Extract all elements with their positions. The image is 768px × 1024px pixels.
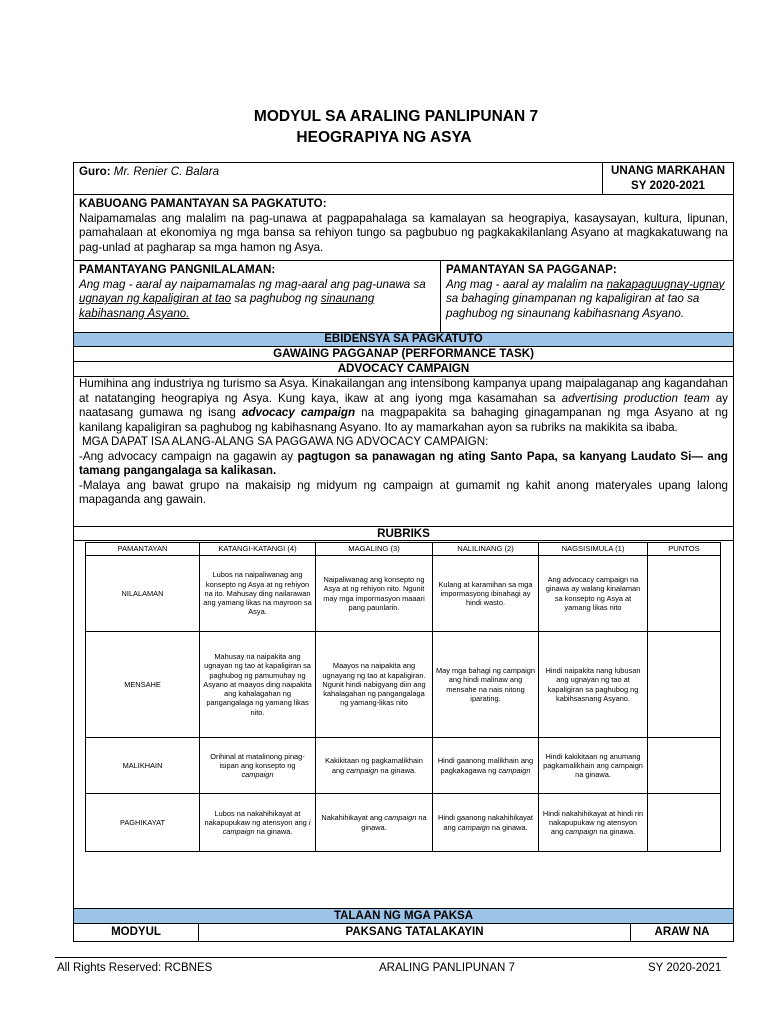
school-year: SY 2020-2021: [631, 178, 705, 192]
rubric-cell: [316, 738, 433, 794]
rubric-cell: Naipaliwanag ang konsepto ng Asya at ng rehiyon nito. Ngunit may mga impormasyon maaari pang paunlarin.: [316, 556, 433, 632]
footer-rights: All Rights Reserved: RCBNES: [57, 962, 213, 974]
rubric-emph: campaign: [565, 827, 598, 837]
campaign-rule-1: [79, 450, 728, 479]
rubric-cell: [200, 738, 316, 794]
rubric-cell: [200, 794, 316, 852]
rubric-cell: [433, 794, 539, 852]
evidence-bar: EBIDENSYA SA PAGKATUTO: [74, 333, 733, 347]
module-table: [73, 162, 734, 942]
teacher-cell: [74, 163, 603, 194]
rubric-text: Hindi gaanong malikhain ang pagkakagawa ng: [437, 756, 534, 775]
rubric-text: Hindi gaanong nakahihikayat ang: [438, 813, 533, 832]
rubric-cell: Lubos na naipaliwanag ang konsepto ng Asya at ng rehiyon na ito. Mahusay ding nailarawan ang yamang likas na mayroon sa Asya.: [200, 556, 316, 632]
topics-header-row: [74, 924, 733, 942]
rubrics-row: [86, 556, 721, 632]
rubrics-header: NALILINANG (2): [433, 543, 539, 556]
performance-standard: [441, 261, 733, 332]
rubrics-header: PAMANTAYAN: [86, 543, 200, 556]
rubrics-table: [85, 542, 721, 852]
score-cell[interactable]: [648, 738, 721, 794]
footer-year: SY 2020-2021: [648, 962, 722, 974]
rubric-cell: Ang advocacy campaign na ginawa ay walang kinalaman sa konsepto ng Asya at yamang likas nito: [539, 556, 648, 632]
rubrics-header: MAGALING (3): [316, 543, 433, 556]
topic-column-header: PAKSANG TATALAKAYIN: [199, 924, 631, 942]
campaign-rule-1-text: -Ang advocacy campaign na gagawin ay: [79, 449, 294, 463]
rubrics-row: [86, 794, 721, 852]
footer-subject: ARALING PANLIPUNAN 7: [379, 962, 515, 974]
teacher-name: Mr. Renier C. Balara: [113, 165, 220, 178]
overall-standard-body: Naipamamalas ang malalim na pag-unawa at pagpapahalaga sa kamalayan sa heograpiya, kasaysayan, kultura, lipunan, pamahalaan at ekonomiya ng mga bansa sa rehiyon tungo sa pagbubuo ng pagkakakilanlang Asyano at magkakatuwang na pag-unlad at pagharap sa mga hamon ng Asya.: [79, 211, 728, 254]
score-cell[interactable]: [648, 794, 721, 852]
rubrics-title: RUBRIKS: [74, 527, 733, 541]
rubric-text-2: na ginawa.: [256, 827, 293, 837]
overall-standard-heading: KABUOANG PAMANTAYAN SA PAGKATUTO:: [79, 197, 327, 210]
rubrics-header-row: [86, 543, 721, 556]
rubrics-header: PUNTOS: [648, 543, 721, 556]
rubric-text: Lubos na nakahihikayat at nakapupukaw ng atensyon ang: [204, 808, 307, 827]
content-standard-emph: ugnayan ng kapaligiran at tao: [79, 292, 232, 305]
campaign-text: Humihina ang industriya ng turismo sa Asya. Kinakailangan ang intensibong kampanya upang maipalaganap ang kagandahan at natatanging heograpiya ng Asya. Kung kaya, ikaw at ang iyong mga kasamahan sa: [79, 377, 728, 405]
rubric-text: Kakikitaan ng pagkamalikhain ang: [325, 756, 423, 775]
module-subtitle: HEOGRAPIYA NG ASYA: [296, 129, 472, 146]
performance-standard-text-2: sa bahaging ginampanan ng kapaligiran at tao sa paghubog ng sinaunang kabihasnang Asyano.: [446, 292, 700, 320]
campaign-title: ADVOCACY CAMPAIGN: [74, 362, 733, 377]
campaign-considerations-heading: MGA DAPAT ISA ALANG-ALANG SA PAGGAWA NG ADVOCACY CAMPAIGN:: [82, 435, 489, 448]
rubric-text: Hindi nakahihikayat at hindi rin nakapupukaw ng atensyon ang: [542, 808, 644, 837]
criterion-name: PAGHIKAYAT: [86, 794, 200, 852]
rubric-cell: [539, 794, 648, 852]
rubric-emph: campaign: [384, 813, 417, 823]
performance-standard-text: Ang mag - aaral ay malalim na: [446, 277, 604, 291]
rubrics-header: NAGSISIMULA (1): [539, 543, 648, 556]
rubric-text-2: na ginawa.: [599, 827, 636, 837]
rubric-text-2: na ginawa.: [380, 765, 417, 775]
rubric-cell: Hindi naipakita nang lubusan ang ugnayan ng tao at kapaligiran sa paghubog ng kabihsasnang Asyano.: [539, 632, 648, 738]
rubric-cell: May mga bahagi ng campaign ang hindi malinaw ang mensahe na nais nitong iparating.: [433, 632, 539, 738]
module-title: MODYUL SA ARALING PANLIPUNAN 7: [253, 108, 539, 125]
rubric-emph: campaign: [346, 765, 379, 775]
campaign-paragraph-1: [79, 377, 728, 435]
overall-standard: [74, 195, 733, 261]
rubric-text-2: na ginawa.: [361, 813, 427, 832]
rubric-text-2: na ginawa.: [491, 822, 528, 832]
rubric-text: Nakahihikayat ang: [321, 813, 383, 823]
info-row: [74, 163, 733, 195]
campaign-rule-2: -Malaya ang bawat grupo na makaisip ng midyum ng campaign at gumamit ng kahit anong materyales upang lalong mapaganda ang gawain.: [79, 478, 728, 506]
score-cell[interactable]: [648, 556, 721, 632]
rubric-text: Orihinal at matalinong pinag-isipan ang konsepto ng: [210, 751, 305, 770]
performance-standard-emph: nakapaguugnay-ugnay: [606, 277, 725, 291]
footer-divider: [55, 957, 727, 958]
campaign-text-3: na magpapakita sa bahaging ginagampanan ng mga Asyano at ng kanilang kapaligiran sa paghubog ng kabihasnang Asyano. Ito ay mamarkahan ayon sa rubriks na makikita sa ibaba.: [79, 406, 728, 434]
day-column-header: ARAW NA: [654, 926, 710, 938]
campaign-text-2: ay naatasang gumawa ng isang: [79, 391, 728, 419]
content-standard-text-2: sa paghubog ng: [234, 292, 318, 305]
teacher-label: Guro:: [79, 165, 111, 178]
rubric-cell: Mahusay na naipakita ang ugnayan ng tao at kapaligiran sa paghubog ng pamumuhay ng Asyano at maayos ding naipakita ang kahalagahan ng pangangalaga ng yamang likas nito.: [200, 632, 316, 738]
campaign-description: [74, 377, 733, 527]
rubric-emph: campaign: [241, 770, 274, 780]
quarter-cell: [603, 163, 733, 194]
rubric-cell: [316, 794, 433, 852]
rubric-emph: campaign: [457, 822, 490, 832]
rubric-cell: [433, 738, 539, 794]
standards-row: [74, 261, 733, 333]
score-cell[interactable]: [648, 632, 721, 738]
rubric-emph: i campaign: [222, 817, 311, 837]
rubric-emph: campaign: [498, 765, 531, 775]
content-standard-emph-2: sinaunang kabihasnang Asyano.: [79, 292, 375, 320]
rubrics-header: KATANGI-KATANGI (4): [200, 543, 316, 556]
content-standard: [74, 261, 441, 332]
campaign-emph-2: advocacy campaign: [241, 406, 356, 419]
content-standard-heading: PAMANTAYANG PANGNILALAMAN:: [79, 263, 276, 276]
performance-standard-heading: PAMANTAYAN SA PAGGANAP:: [446, 263, 617, 276]
rubrics-row: [86, 738, 721, 794]
rubric-cell: Hindi kakikitaan ng anumang pagkamalikhain ang campaign na ginawa.: [539, 738, 648, 794]
rubric-cell: Maayos na naipakita ang ugnayang ng tao at kapaligiran. Ngunit hindi nabigyang diin ang kahalagahan ng pangangalaga ng yamang-likas nito: [316, 632, 433, 738]
module-column-header: MODYUL: [74, 924, 199, 942]
quarter-label: UNANG MARKAHAN: [611, 164, 725, 177]
rubric-cell: Kulang at karamihan sa mga impormasyong ibinahagi ay hindi wasto.: [433, 556, 539, 632]
performance-task-title: GAWAING PAGGANAP (PERFORMANCE TASK): [74, 347, 733, 362]
rubrics-row: [86, 632, 721, 738]
criterion-name: MENSAHE: [86, 632, 200, 738]
topics-list-bar: TALAAN NG MGA PAKSA: [74, 908, 733, 924]
campaign-emph: advertising production team: [561, 391, 710, 405]
criterion-name: NILALAMAN: [86, 556, 200, 632]
campaign-rule-1-emph: pagtugon sa panawagan ng ating Santo Papa, sa kanyang Laudato Si— ang tamang pangangalaga sa kalikasan.: [79, 449, 728, 477]
criterion-name: MALIKHAIN: [86, 738, 200, 794]
content-standard-text: Ang mag - aaral ay naipamamalas ng mag-aaral ang pag-unawa sa: [79, 277, 426, 291]
